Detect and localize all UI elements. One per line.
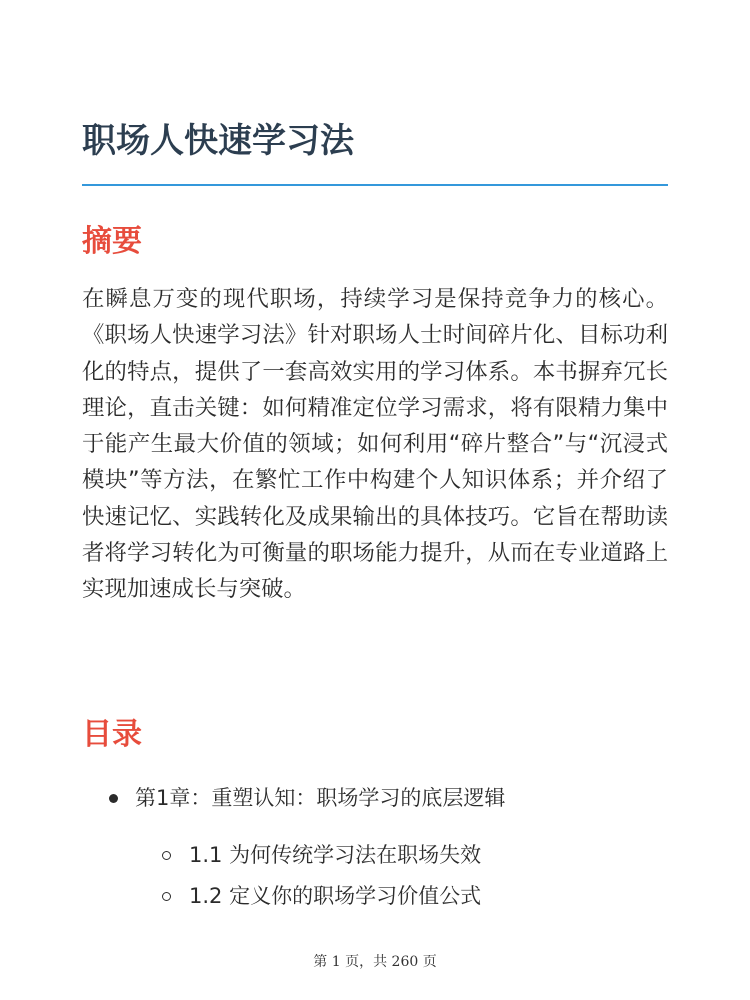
abstract-heading: 摘要 <box>82 224 142 259</box>
toc-section-label: 1.2 定义你的职场学习价值公式 <box>189 884 482 908</box>
hollow-bullet-icon <box>162 851 171 860</box>
toc-section-label: 1.1 为何传统学习法在职场失效 <box>189 843 482 867</box>
abstract-text: 在瞬息万变的现代职场，持续学习是保持竞争力的核心。《职场人快速学习法》针对职场人士时间碎片化、目标功利化的特点，提供了一套高效实用的学习体系。本书摒弃冗长理论，直击关键：如何精准定位学习需求，将有限精力集中于能产生最大价值的领域；如何利用“碎片整合”与“沉浸式模块”等方法，在繁忙工作中构建个人知识体系；并介绍了快速记忆、实践转化及成果输出的具体技巧。它旨在帮助读者将学习转化为可衡量的职场能力提升，从而在专业道路上实现加速成长与突破。 <box>82 286 668 603</box>
filled-bullet-icon <box>109 794 118 803</box>
document-page <box>82 0 668 1000</box>
page-number-footer: 第 1 页，共 260 页 <box>313 954 437 970</box>
document-title: 职场人快速学习法 <box>82 121 354 161</box>
title-divider <box>82 184 668 186</box>
toc-chapter-label: 第1章：重塑认知：职场学习的底层逻辑 <box>135 786 506 810</box>
hollow-bullet-icon <box>162 892 171 901</box>
toc-heading: 目录 <box>82 717 142 752</box>
